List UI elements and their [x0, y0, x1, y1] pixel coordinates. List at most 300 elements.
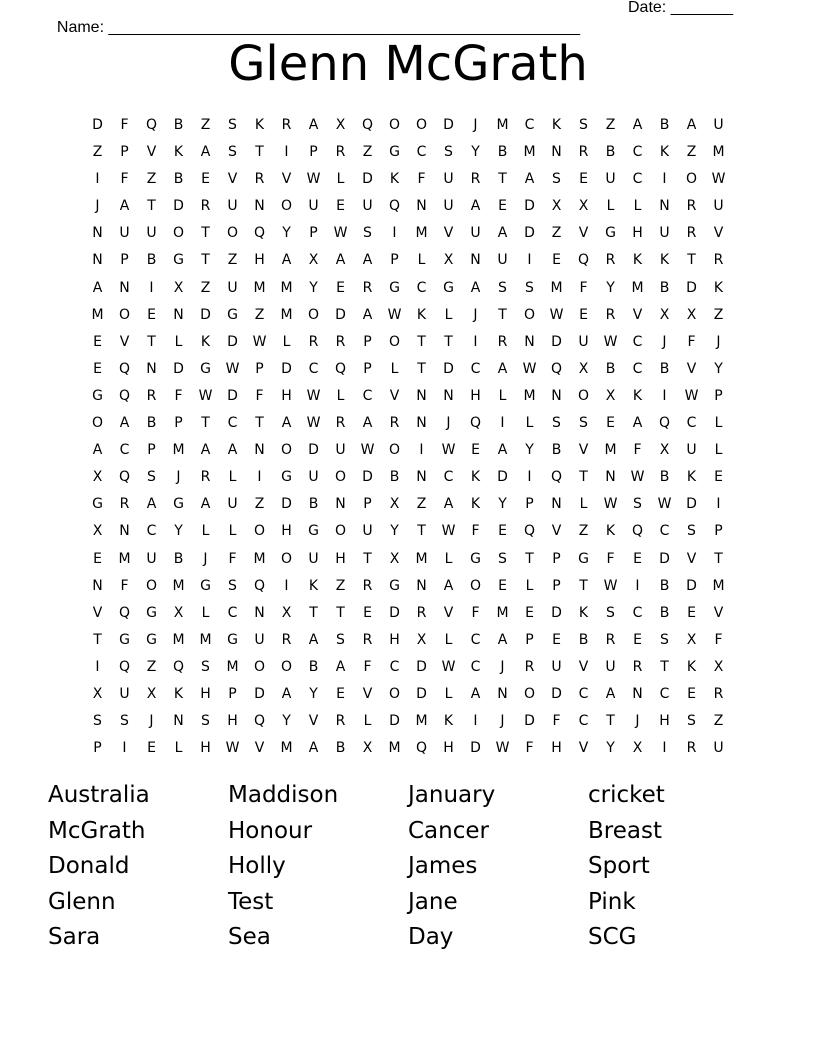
word-list-item: cricket: [588, 782, 665, 808]
grid-letter: D: [308, 442, 319, 459]
grid-letter: T: [363, 550, 372, 567]
grid-letter: D: [254, 685, 265, 702]
grid-letter: R: [335, 333, 346, 350]
grid-letter: U: [659, 225, 670, 242]
grid-letter: X: [713, 658, 724, 675]
grid-letter: L: [201, 604, 210, 621]
grid-letter: Q: [631, 523, 644, 540]
grid-letter: E: [687, 604, 696, 621]
grid-letter: O: [577, 387, 590, 404]
grid-letter: D: [92, 117, 103, 133]
grid-letter: C: [632, 144, 643, 161]
grid-letter: J: [473, 306, 478, 323]
grid-letter: R: [200, 198, 211, 215]
grid-letter: N: [632, 685, 643, 702]
grid-letter: G: [146, 631, 157, 648]
grid-letter: C: [632, 360, 643, 377]
grid-letter: X: [92, 685, 103, 702]
grid-letter: Z: [686, 144, 697, 161]
grid-letter: X: [308, 252, 319, 269]
grid-letter: F: [120, 577, 129, 594]
grid-letter: L: [174, 333, 183, 350]
grid-letter: E: [147, 306, 156, 323]
grid-letter: B: [605, 360, 616, 377]
grid-letter: U: [605, 658, 616, 675]
grid-letter: F: [714, 631, 723, 648]
grid-letter: X: [173, 604, 184, 621]
grid-letter: U: [335, 442, 346, 459]
grid-letter: G: [470, 550, 481, 567]
grid-letter: L: [444, 306, 453, 323]
grid-letter: T: [147, 333, 156, 350]
grid-letter: U: [686, 442, 697, 459]
grid-letter: Z: [551, 225, 562, 242]
grid-letter: X: [578, 198, 589, 215]
grid-letter: K: [200, 333, 211, 350]
grid-letter: S: [687, 713, 696, 730]
grid-letter: O: [388, 685, 401, 702]
grid-letter: E: [363, 604, 372, 621]
grid-letter: T: [309, 604, 318, 621]
grid-letter: A: [524, 171, 535, 188]
grid-letter: O: [685, 171, 698, 188]
grid-letter: T: [201, 252, 210, 269]
grid-letter: A: [497, 360, 508, 377]
grid-letter: T: [687, 252, 696, 269]
grid-letter: P: [363, 496, 372, 513]
grid-letter: M: [280, 279, 293, 296]
grid-letter: B: [173, 117, 184, 133]
grid-letter: T: [417, 360, 426, 377]
grid-letter: A: [119, 415, 130, 432]
grid-letter: S: [336, 631, 345, 648]
grid-letter: Y: [498, 496, 507, 513]
grid-letter: A: [200, 496, 211, 513]
grid-letter: R: [362, 279, 373, 296]
grid-letter: Q: [415, 740, 428, 757]
grid-letter: V: [551, 523, 562, 540]
grid-letter: L: [579, 496, 588, 513]
grid-letter: A: [686, 117, 697, 133]
grid-letter: X: [92, 523, 103, 540]
grid-letter: Q: [334, 360, 347, 377]
grid-letter: Q: [523, 523, 536, 540]
grid-letter: Q: [469, 415, 482, 432]
grid-letter: B: [308, 496, 319, 513]
grid-letter: G: [443, 279, 454, 296]
grid-letter: J: [149, 713, 154, 730]
grid-letter: D: [281, 360, 292, 377]
grid-letter: S: [228, 144, 237, 161]
name-field-label: Name: _____________________________________________________: [56, 19, 581, 36]
grid-letter: A: [632, 117, 643, 133]
grid-letter: Y: [471, 144, 480, 161]
grid-letter: I: [284, 577, 289, 594]
grid-letter: J: [203, 550, 208, 567]
grid-letter: A: [200, 144, 211, 161]
grid-letter: K: [686, 469, 697, 486]
grid-letter: J: [500, 658, 505, 675]
grid-letter: L: [525, 577, 534, 594]
grid-letter: K: [173, 685, 184, 702]
grid-letter: U: [146, 225, 157, 242]
grid-letter: V: [578, 442, 589, 459]
grid-letter: Q: [253, 577, 266, 594]
grid-letter: M: [280, 306, 293, 323]
grid-letter: Y: [309, 685, 318, 702]
grid-letter: K: [659, 252, 670, 269]
grid-letter: L: [714, 415, 723, 432]
grid-letter: A: [497, 442, 508, 459]
grid-letter: M: [415, 225, 428, 242]
grid-letter: U: [362, 523, 373, 540]
grid-letter: M: [253, 550, 266, 567]
grid-letter: U: [308, 469, 319, 486]
grid-letter: V: [713, 225, 724, 242]
grid-letter: P: [120, 144, 129, 161]
grid-letter: A: [335, 252, 346, 269]
grid-letter: B: [659, 279, 670, 296]
grid-letter: L: [174, 740, 183, 757]
grid-letter: Q: [145, 117, 158, 133]
grid-letter: H: [281, 387, 292, 404]
grid-letter: K: [605, 523, 616, 540]
grid-letter: O: [118, 306, 131, 323]
grid-letter: T: [255, 415, 264, 432]
grid-letter: J: [176, 469, 181, 486]
grid-letter: T: [498, 171, 507, 188]
grid-letter: W: [441, 658, 456, 675]
grid-letter: S: [201, 658, 210, 675]
grid-letter: R: [578, 144, 589, 161]
grid-letter: N: [119, 279, 130, 296]
grid-letter: T: [498, 306, 507, 323]
grid-letter: L: [228, 523, 237, 540]
grid-letter: S: [525, 279, 534, 296]
grid-letter: V: [389, 387, 400, 404]
grid-letter: Q: [361, 117, 374, 133]
grid-letter: R: [470, 171, 481, 188]
grid-letter: E: [579, 171, 588, 188]
grid-letter: G: [308, 523, 319, 540]
grid-letter: A: [362, 306, 373, 323]
grid-letter: A: [146, 496, 157, 513]
grid-letter: R: [119, 496, 130, 513]
grid-letter: F: [633, 442, 642, 459]
grid-letter: Z: [200, 279, 211, 296]
grid-letter: F: [525, 740, 534, 757]
grid-letter: T: [147, 198, 156, 215]
grid-letter: M: [631, 279, 644, 296]
grid-letter: G: [92, 387, 103, 404]
grid-letter: K: [713, 279, 724, 296]
grid-letter: A: [362, 415, 373, 432]
grid-letter: R: [686, 225, 697, 242]
grid-letter: F: [417, 171, 426, 188]
grid-letter: G: [92, 496, 103, 513]
grid-letter: Q: [118, 469, 131, 486]
grid-letter: C: [632, 333, 643, 350]
grid-letter: B: [497, 144, 508, 161]
grid-letter: V: [578, 658, 589, 675]
grid-letter: S: [363, 225, 372, 242]
grid-letter: J: [500, 713, 505, 730]
grid-letter: C: [227, 604, 238, 621]
grid-letter: R: [335, 144, 346, 161]
grid-letter: W: [603, 496, 618, 513]
grid-letter: T: [201, 225, 210, 242]
grid-letter: U: [443, 198, 454, 215]
grid-letter: B: [659, 604, 670, 621]
grid-letter: L: [201, 523, 210, 540]
grid-letter: W: [198, 387, 213, 404]
grid-letter: N: [416, 198, 427, 215]
grid-letter: F: [255, 387, 264, 404]
grid-letter: C: [470, 631, 481, 648]
grid-letter: L: [444, 685, 453, 702]
grid-letter: I: [473, 713, 478, 730]
grid-letter: A: [497, 225, 508, 242]
grid-letter: O: [523, 306, 536, 323]
grid-letter: C: [389, 658, 400, 675]
grid-letter: U: [254, 631, 265, 648]
grid-letter: W: [225, 740, 240, 757]
grid-letter: P: [714, 387, 723, 404]
grid-letter: K: [470, 469, 481, 486]
grid-letter: S: [633, 496, 642, 513]
grid-letter: P: [390, 252, 399, 269]
grid-letter: R: [254, 171, 265, 188]
grid-letter: R: [686, 198, 697, 215]
grid-letter: C: [578, 685, 589, 702]
grid-letter: W: [333, 225, 348, 242]
grid-letter: P: [147, 442, 156, 459]
grid-letter: R: [605, 631, 616, 648]
grid-letter: H: [335, 550, 346, 567]
grid-letter: V: [443, 604, 454, 621]
grid-letter: R: [605, 252, 616, 269]
grid-letter: S: [660, 631, 669, 648]
grid-letter: K: [551, 117, 562, 133]
grid-letter: D: [416, 658, 427, 675]
grid-letter: W: [306, 387, 321, 404]
grid-letter: U: [308, 550, 319, 567]
grid-letter: O: [280, 550, 293, 567]
grid-letter: A: [308, 631, 319, 648]
grid-letter: N: [335, 496, 346, 513]
grid-letter: B: [146, 252, 157, 269]
grid-letter: C: [578, 713, 589, 730]
grid-letter: V: [443, 225, 454, 242]
grid-letter: A: [92, 442, 103, 459]
grid-letter: D: [173, 360, 184, 377]
grid-letter: S: [498, 550, 507, 567]
grid-letter: Z: [146, 658, 157, 675]
grid-letter: X: [605, 387, 616, 404]
grid-letter: W: [549, 306, 564, 323]
grid-letter: A: [470, 279, 481, 296]
grid-letter: R: [686, 740, 697, 757]
word-list-item: Pink: [588, 888, 636, 915]
grid-letter: Z: [578, 523, 589, 540]
grid-letter: D: [443, 360, 454, 377]
grid-letter: E: [552, 252, 561, 269]
grid-letter: H: [200, 740, 211, 757]
grid-letter: Z: [362, 144, 373, 161]
grid-letter: O: [388, 442, 401, 459]
grid-letter: X: [416, 631, 427, 648]
word-list-item: Glenn: [48, 888, 116, 915]
grid-letter: N: [524, 333, 535, 350]
grid-letter: H: [281, 523, 292, 540]
grid-letter: K: [389, 171, 400, 188]
grid-letter: R: [362, 577, 373, 594]
grid-letter: L: [498, 387, 507, 404]
grid-letter: N: [605, 469, 616, 486]
grid-letter: M: [415, 550, 428, 567]
grid-letter: M: [496, 117, 509, 133]
grid-letter: G: [389, 279, 400, 296]
grid-letter: O: [280, 198, 293, 215]
grid-letter: L: [228, 469, 237, 486]
grid-letter: D: [200, 306, 211, 323]
grid-letter: L: [444, 550, 453, 567]
grid-letter: V: [632, 306, 643, 323]
grid-letter: A: [119, 198, 130, 215]
grid-letter: T: [93, 631, 102, 648]
grid-letter: T: [606, 713, 615, 730]
grid-letter: R: [713, 252, 724, 269]
word-list-item: James: [408, 853, 478, 879]
date-field-label: Date: _______: [628, 0, 733, 16]
grid-letter: Q: [253, 225, 266, 242]
grid-letter: E: [714, 469, 723, 486]
grid-letter: T: [255, 144, 264, 161]
grid-letter: F: [120, 171, 129, 188]
grid-letter: M: [496, 604, 509, 621]
grid-letter: T: [525, 550, 534, 567]
grid-letter: T: [417, 333, 426, 350]
grid-letter: C: [686, 415, 697, 432]
grid-letter: C: [146, 523, 157, 540]
grid-letter: T: [714, 550, 723, 567]
grid-letter: N: [551, 387, 562, 404]
grid-letter: Q: [118, 360, 131, 377]
grid-letter: S: [228, 577, 237, 594]
grid-letter: B: [173, 171, 184, 188]
word-list-item: Breast: [588, 817, 662, 844]
grid-letter: I: [662, 387, 667, 404]
grid-letter: E: [471, 442, 480, 459]
grid-letter: N: [173, 306, 184, 323]
grid-letter: R: [389, 415, 400, 432]
grid-letter: K: [632, 387, 643, 404]
grid-letter: N: [497, 685, 508, 702]
grid-letter: W: [711, 171, 726, 188]
grid-letter: D: [686, 577, 697, 594]
grid-letter: H: [632, 225, 643, 242]
grid-letter: T: [579, 469, 588, 486]
grid-letter: C: [632, 604, 643, 621]
grid-letter: Z: [713, 306, 724, 323]
grid-letter: E: [687, 685, 696, 702]
grid-letter: C: [470, 360, 481, 377]
grid-letter: N: [254, 604, 265, 621]
grid-letter: V: [578, 225, 589, 242]
grid-letter: O: [145, 577, 158, 594]
grid-letter: K: [173, 144, 184, 161]
grid-letter: I: [473, 333, 478, 350]
grid-letter: C: [659, 523, 670, 540]
grid-letter: Z: [92, 144, 103, 161]
grid-letter: E: [633, 550, 642, 567]
grid-letter: G: [173, 252, 184, 269]
grid-letter: B: [578, 631, 589, 648]
grid-letter: Y: [606, 279, 615, 296]
grid-letter: A: [443, 496, 454, 513]
grid-letter: T: [336, 604, 345, 621]
grid-letter: R: [335, 415, 346, 432]
grid-letter: V: [92, 604, 103, 621]
grid-letter: Z: [200, 117, 211, 133]
grid-letter: Z: [713, 713, 724, 730]
grid-letter: Y: [282, 225, 291, 242]
grid-letter: D: [497, 469, 508, 486]
grid-letter: P: [255, 360, 264, 377]
grid-letter: D: [551, 604, 562, 621]
grid-letter: E: [336, 685, 345, 702]
grid-letter: N: [119, 523, 130, 540]
grid-letter: T: [444, 333, 453, 350]
grid-letter: T: [417, 523, 426, 540]
grid-letter: B: [659, 577, 670, 594]
grid-letter: I: [122, 740, 127, 757]
grid-letter: E: [633, 631, 642, 648]
grid-letter: R: [308, 333, 319, 350]
grid-letter: U: [146, 550, 157, 567]
grid-letter: W: [387, 306, 402, 323]
grid-letter: D: [524, 225, 535, 242]
grid-letter: J: [635, 713, 640, 730]
grid-letter: N: [551, 496, 562, 513]
grid-letter: P: [552, 550, 561, 567]
grid-letter: P: [363, 360, 372, 377]
word-list-item: Australia: [48, 782, 150, 808]
grid-letter: J: [662, 333, 667, 350]
grid-letter: X: [389, 550, 400, 567]
grid-letter: D: [551, 685, 562, 702]
grid-letter: N: [416, 469, 427, 486]
grid-letter: L: [363, 713, 372, 730]
grid-letter: O: [334, 469, 347, 486]
grid-letter: G: [605, 225, 616, 242]
grid-letter: F: [363, 658, 372, 675]
grid-letter: D: [227, 333, 238, 350]
grid-letter: H: [200, 685, 211, 702]
grid-letter: B: [659, 469, 670, 486]
grid-letter: Q: [118, 387, 131, 404]
grid-letter: I: [95, 658, 100, 675]
grid-letter: S: [228, 117, 237, 133]
word-list-item: Test: [228, 888, 274, 915]
grid-letter: B: [659, 360, 670, 377]
grid-letter: Z: [254, 306, 265, 323]
grid-letter: J: [446, 415, 451, 432]
grid-letter: D: [470, 740, 481, 757]
grid-letter: H: [659, 713, 670, 730]
grid-letter: Y: [714, 360, 723, 377]
grid-letter: D: [686, 279, 697, 296]
